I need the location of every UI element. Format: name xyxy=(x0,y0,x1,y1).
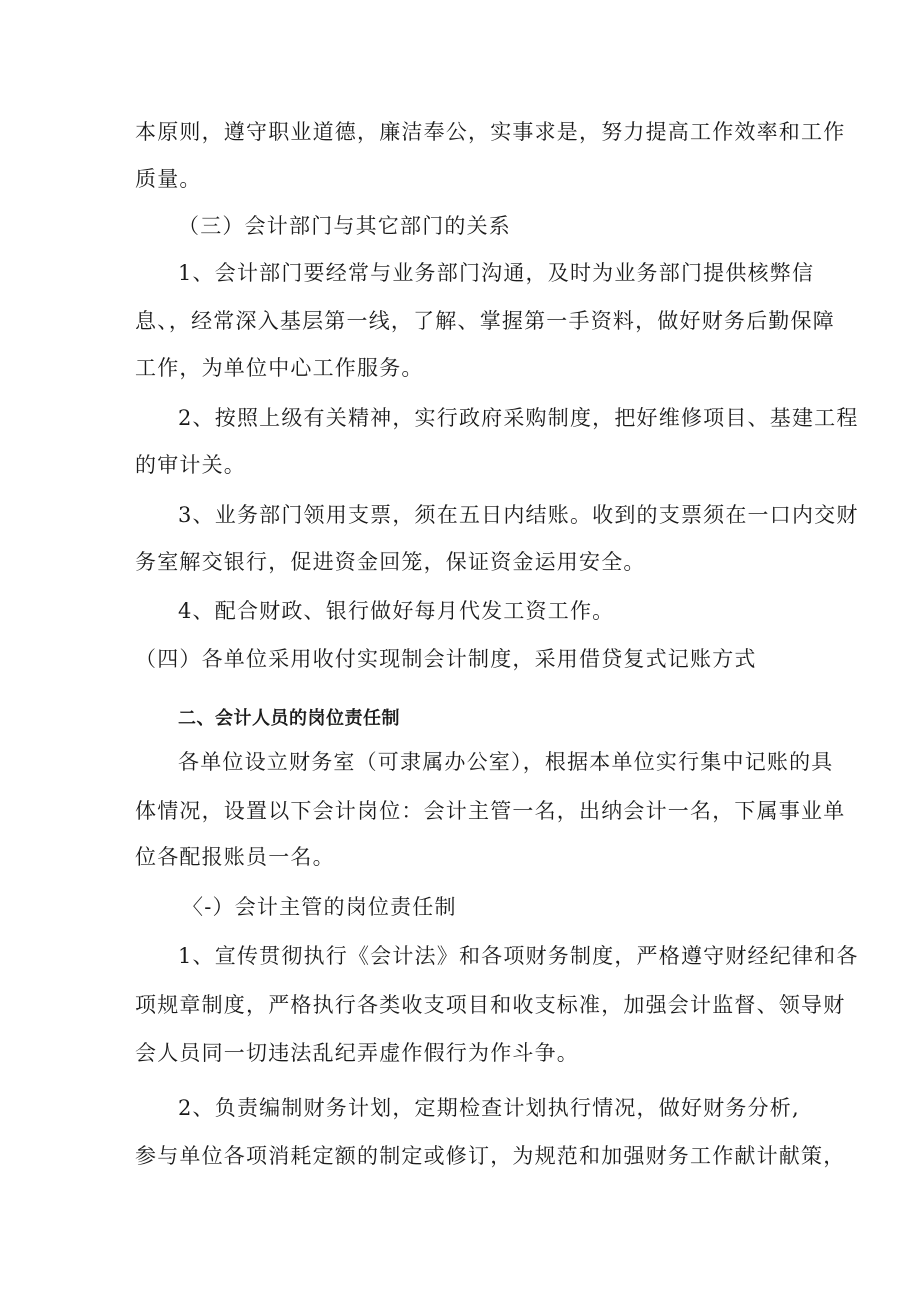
paragraph-line: 参与单位各项消耗定额的制定或修订，为规范和加强财务工作献计献策， xyxy=(135,1144,846,1168)
paragraph-line: 会人员同一切违法乱纪弄虚作假行为作斗争。 xyxy=(135,1041,579,1065)
section-heading: （三）会计部门与其它部门的关系 xyxy=(178,214,511,238)
paragraph-line: 1、宣传贯彻执行《会计法》和各项财务制度，严格遵守财经纪律和各 xyxy=(178,944,859,968)
section-heading: 〈-）会计主管的岗位责任制 xyxy=(182,895,457,919)
section-heading: （四）各单位采用收付实现制会计制度，采用借贷复式记账方式 xyxy=(135,647,757,671)
paragraph-line: 本原则，遵守职业道德，廉洁奉公，实事求是，努力提高工作效率和工作 xyxy=(135,120,846,144)
paragraph-line: 2、按照上级有关精神，实行政府采购制度，把好维修项目、基建工程 xyxy=(178,406,859,430)
paragraph-line: 息、，经常深入基层第一线，了解、掌握第一手资料，做好财务后勤保障 xyxy=(135,309,835,333)
paragraph-line: 质量。 xyxy=(135,167,202,191)
paragraph-line: 4、配合财政、银行做好每月代发工资工作。 xyxy=(178,599,615,623)
paragraph-line: 2、负责编制财务计划，定期检查计划执行情况，做好财务分析, xyxy=(178,1096,800,1120)
paragraph-line: 位各配报账员一名。 xyxy=(135,845,335,869)
paragraph-line: 各单位设立财务室（可隶属办公室），根据本单位实行集中记账的具 xyxy=(178,750,834,774)
paragraph-line: 工作，为单位中心工作服务。 xyxy=(135,356,424,380)
paragraph-line: 3、业务部门领用支票，须在五日内结账。收到的支票须在一口内交财 xyxy=(178,503,859,527)
chapter-heading: 二、会计人员的岗位责任制 xyxy=(178,708,400,729)
paragraph-line: 项规章制度，严格执行各类收支项目和收支标准，加强会计监督、领导财 xyxy=(135,993,846,1017)
paragraph-line: 1、会计部门要经常与业务部门沟通，及时为业务部门提供核弊信 xyxy=(178,261,815,285)
paragraph-line: 务室解交银行，促进资金回笼，保证资金运用安全。 xyxy=(135,550,646,574)
paragraph-line: 体情况，设置以下会计岗位：会计主管一名，出纳会计一名，下属事业单 xyxy=(135,799,846,823)
paragraph-line: 的审计关。 xyxy=(135,453,246,477)
